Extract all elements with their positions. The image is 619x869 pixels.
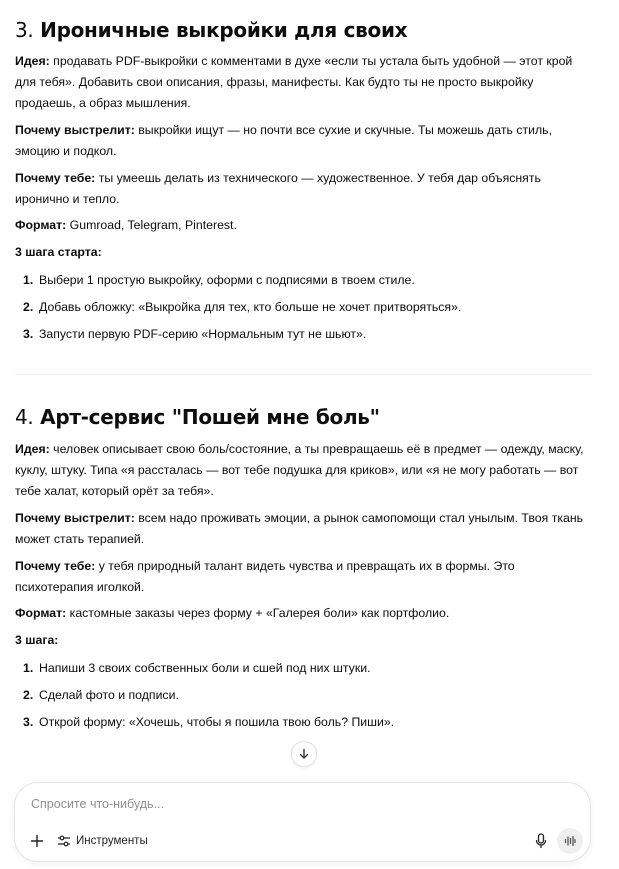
section-number: 3. — [15, 18, 34, 42]
format-text: кастомные заказы через форму + «Галерея боли» как портфолио. — [66, 606, 450, 620]
section-title: Ироничные выкройки для своих — [40, 18, 408, 42]
why-you-paragraph — [15, 556, 593, 598]
why-you-label: Почему тебе: — [15, 559, 96, 573]
list-item: 1. Напиши 3 своих собственных боли и сшей под них штуки. — [23, 661, 371, 675]
voice-mode-button[interactable] — [557, 828, 583, 854]
section-number: 4. — [15, 405, 34, 429]
format-paragraph — [15, 603, 593, 624]
composer — [14, 782, 591, 862]
why-fire-label: Почему выстрелит: — [15, 123, 135, 137]
idea-label: Идея: — [15, 442, 50, 456]
why-you-text: у тебя природный талант видеть чувства и превращать их в формы. Это психотерапия иголкой. — [15, 559, 515, 594]
why-fire-paragraph — [15, 120, 593, 162]
why-you-paragraph — [15, 168, 593, 210]
section-divider — [15, 374, 592, 375]
sliders-icon — [57, 834, 71, 848]
why-you-label: Почему тебе: — [15, 171, 96, 185]
steps-list — [15, 270, 593, 344]
list-item: 2. Добавь обложку: «Выкройка для тех, кто больше не хочет притворяться». — [23, 300, 462, 314]
why-fire-text: выкройки ищут — но почти все сухие и скучные. Ты можешь дать стиль, эмоцию и подкол. — [15, 123, 552, 158]
scroll-to-bottom-button[interactable] — [291, 741, 317, 767]
dictation-button[interactable] — [531, 831, 551, 851]
mic-icon — [534, 833, 548, 849]
why-fire-text: всем надо проживать эмоции, а рынок самопомощи стал унылым. Твоя ткань может стать терапией. — [15, 511, 584, 546]
format-text: Gumroad, Telegram, Pinterest. — [66, 218, 237, 232]
voice-waveform-icon — [563, 834, 577, 848]
steps-list — [15, 658, 593, 732]
why-fire-paragraph — [15, 508, 593, 550]
section-4-heading — [15, 404, 380, 430]
add-attachment-button[interactable] — [27, 831, 47, 851]
format-paragraph — [15, 215, 593, 236]
idea-paragraph — [15, 51, 593, 114]
tools-button[interactable] — [57, 831, 148, 851]
steps-heading: 3 шага: — [15, 633, 59, 647]
list-item: 2. Сделай фото и подписи. — [23, 688, 179, 702]
arrow-down-icon — [298, 748, 310, 760]
section-3-heading — [15, 17, 407, 43]
plus-icon — [30, 834, 44, 848]
prompt-input[interactable]: Спросите что-нибудь... — [31, 797, 164, 811]
section-title: Арт-сервис "Пошей мне боль" — [40, 405, 380, 429]
list-item: 3. Запусти первую PDF-серию «Нормальным тут не шьют». — [23, 327, 367, 341]
why-you-text: ты умеешь делать из технического — художественное. У тебя дар объяснять иронично и тепло. — [15, 171, 541, 206]
steps-heading: 3 шага старта: — [15, 245, 102, 259]
format-label: Формат: — [15, 606, 67, 620]
list-item: 1. Выбери 1 простую выкройку, оформи с подписями в твоем стиле. — [23, 273, 415, 287]
format-label: Формат: — [15, 218, 67, 232]
idea-label: Идея: — [15, 54, 50, 68]
idea-paragraph — [15, 439, 593, 502]
idea-text: продавать PDF-выкройки с комментами в духе «если ты устала быть удобной — этот крой для тебя». Добавить свои описания, фразы, манифесты. Как будто ты не просто выкройку продаешь, а образ мышления. — [15, 54, 573, 110]
idea-text: человек описывает свою боль/состояние, а ты превращаешь её в предмет — одежду, маску, куклу, штуку. Типа «я рассталась — вот тебе подушка для криков», или «я не могу работать — вот тебе халат, который орёт за тебя». — [15, 442, 584, 498]
why-fire-label: Почему выстрелит: — [15, 511, 135, 525]
list-item: 3. Открой форму: «Хочешь, чтобы я пошила твою боль? Пиши». — [23, 715, 395, 729]
tools-label: Инструменты — [76, 835, 148, 847]
